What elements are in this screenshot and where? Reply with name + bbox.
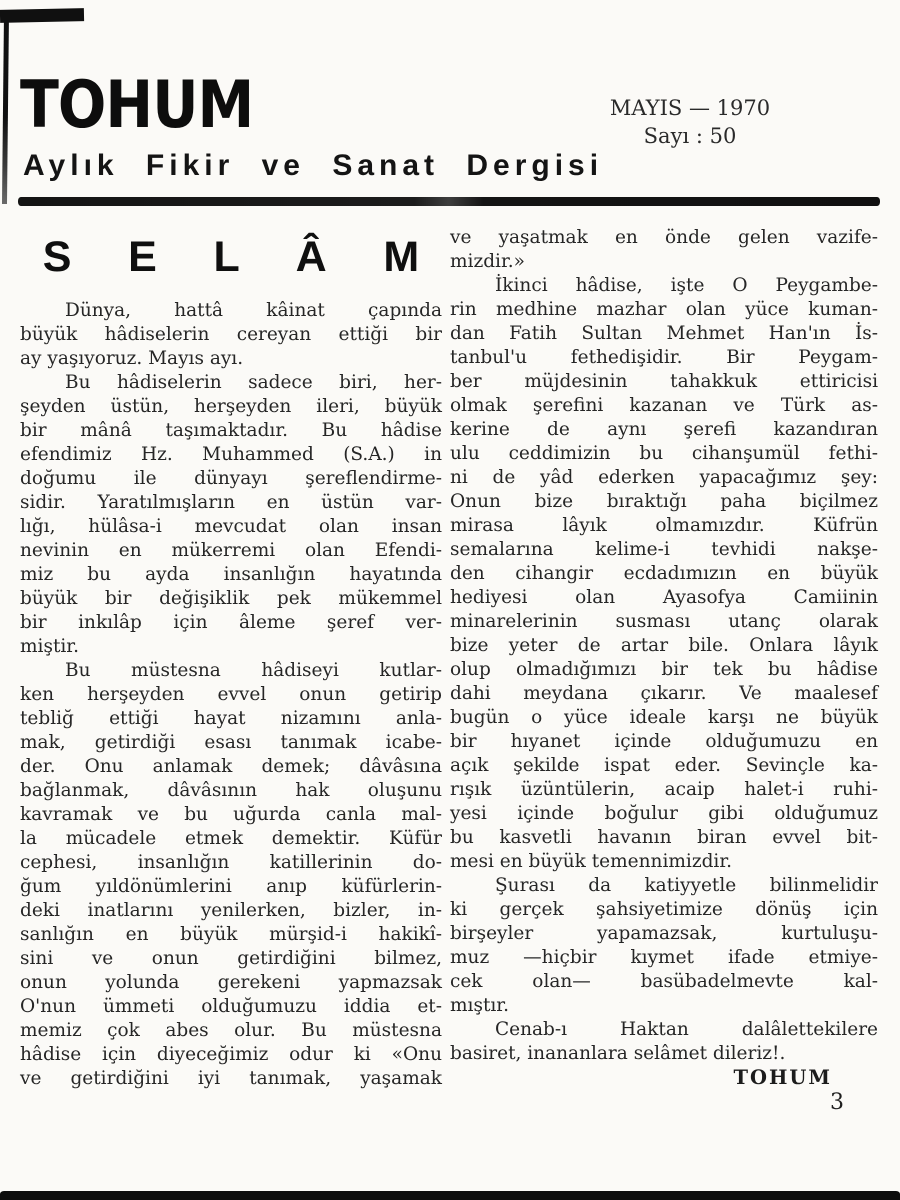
text-line: cek olan— basübadelmevte kal- bbox=[450, 971, 878, 992]
bottom-scan-bar bbox=[0, 1191, 900, 1200]
text-line: bir inkılâp için âleme şeref ver- bbox=[20, 612, 442, 633]
text-line: ğum yıldönümlerini anıp küfürlerin- bbox=[20, 876, 442, 897]
text-line: birşeyler yapamazsak, kurtuluşu- bbox=[450, 923, 878, 944]
right-column-text bbox=[450, 226, 878, 1066]
text-line: ni de yâd ederken yapacağımız şey: bbox=[450, 467, 878, 488]
issue-date: MAYIS — 1970 bbox=[609, 96, 771, 120]
text-line: Cenab-ı Haktan dalâlettekilere bbox=[495, 1019, 878, 1040]
text-line: rin medhine mazhar olan yüce kuman- bbox=[450, 299, 878, 320]
text-line: dahi meydana çıkarır. Ve maalesef bbox=[450, 683, 878, 704]
text-line: Bu hâdiselerin sadece biri, her- bbox=[65, 372, 442, 393]
text-line: mıştır. bbox=[450, 995, 509, 1016]
text-line: Dünya, hattâ kâinat çapında bbox=[65, 300, 442, 321]
text-line: İkinci hâdise, işte O Peygambe- bbox=[495, 275, 878, 296]
text-line: lığı, hülâsa-i mevcudat olan insan bbox=[20, 516, 442, 537]
article-signature: TOHUM bbox=[733, 1066, 832, 1089]
text-line: bize yeter de artar bile. Onlara lâyık bbox=[450, 635, 878, 656]
paragraph bbox=[20, 659, 442, 1091]
text-line: O'nun ümmeti olduğumuzu iddia et- bbox=[20, 996, 442, 1017]
text-line: hâdise için diyeceğimiz odur ki «Onu bbox=[20, 1044, 442, 1065]
text-line: ay yaşıyoruz. Mayıs ayı. bbox=[20, 348, 244, 369]
text-line: onun yolunda gerekeni yapmazsak bbox=[20, 972, 442, 993]
corner-mark-horizontal bbox=[0, 8, 84, 23]
text-line: olmak şerefini kazanan ve Türk as- bbox=[450, 395, 878, 416]
text-line: miz bu ayda insanlığın hayatında bbox=[20, 564, 442, 585]
right-column bbox=[450, 226, 878, 1090]
text-line: ber müjdesinin tahakkuk ettiricisi bbox=[450, 371, 878, 392]
text-line: ken herşeyden evvel onun getirip bbox=[20, 684, 442, 705]
text-line: büyük bir değişiklik pek mükemmel bbox=[20, 588, 442, 609]
text-line: bu kasvetli havanın biran evvel bit- bbox=[450, 827, 878, 848]
left-column-text bbox=[20, 299, 442, 1091]
text-line: mak, getirdiği esası tanımak icabe- bbox=[20, 732, 442, 753]
text-line: açık şekilde ispat eder. Sevinçle ka- bbox=[450, 755, 878, 776]
paragraph bbox=[450, 226, 878, 274]
text-line: der. Onu anlamak demek; dâvâsına bbox=[20, 756, 442, 777]
text-line: efendimiz Hz. Muhammed (S.A.) in bbox=[20, 444, 442, 465]
text-line: ki gerçek şahsiyetimize dönüş için bbox=[450, 899, 878, 920]
text-line: sanlığın en büyük mürşid-i hakikî- bbox=[20, 924, 442, 945]
issue-number: Sayı : 50 bbox=[643, 124, 737, 148]
text-line: şeyden üstün, herşeyden ileri, büyük bbox=[20, 396, 442, 417]
text-line: Şurası da katiyyetle bilinmelidir bbox=[495, 875, 878, 896]
text-line: dan Fatih Sultan Mehmet Han'ın İs- bbox=[450, 323, 878, 344]
text-line: büyük hâdiselerin cereyan ettiği bir bbox=[20, 324, 442, 345]
text-line: sidir. Yaratılmışların en üstün var- bbox=[20, 492, 442, 513]
text-line: sini ve onun getirdiğini bilmez, bbox=[20, 948, 442, 969]
magazine-logo: TOHUM bbox=[20, 67, 254, 144]
header-rule bbox=[18, 197, 880, 206]
text-line: ve getirdiğini iyi tanımak, yaşamak bbox=[20, 1068, 442, 1089]
text-line: minarelerinin susması utanç olarak bbox=[450, 611, 878, 632]
paragraph bbox=[20, 299, 442, 371]
text-line: basiret, inananlara selâmet dileriz!. bbox=[450, 1043, 786, 1064]
text-line: doğumu ile dünyayı şereflendirme- bbox=[20, 468, 442, 489]
text-line: kavramak ve bu uğurda canla mal- bbox=[20, 804, 442, 825]
text-line: olup olmadığımızı bir tek bu hâdise bbox=[450, 659, 878, 680]
text-line: nevinin en mükerremi olan Efendi- bbox=[20, 540, 442, 561]
text-line: rışık üzüntülerin, acaip halet-i ruhi- bbox=[450, 779, 878, 800]
text-line: mesi en büyük temennimizdir. bbox=[450, 851, 733, 872]
magazine-subtitle: Aylık Fikir ve Sanat Dergisi bbox=[23, 149, 604, 182]
text-line: Bu müstesna hâdiseyi kutlar- bbox=[65, 660, 442, 681]
text-line: bağlanmak, dâvâsının hak oluşunu bbox=[20, 780, 442, 801]
text-line: deki inatlarını yenilerken, bizler, in- bbox=[20, 900, 442, 921]
text-line: bir mânâ taşımaktadır. Bu hâdise bbox=[20, 420, 442, 441]
text-line: tebliğ ettiği hayat nizamını anla- bbox=[20, 708, 442, 729]
text-line: tanbul'u fethedişidir. Bir Peygam- bbox=[450, 347, 878, 368]
text-line: ve yaşatmak en önde gelen vazife- bbox=[450, 227, 878, 248]
text-line: ulu ceddimizin bu cihanşumül fethi- bbox=[450, 443, 878, 464]
text-line: semalarına kelime-i tevhidi nakşe- bbox=[450, 539, 878, 560]
text-line: cephesi, insanlığın katillerinin do- bbox=[20, 852, 442, 873]
text-line: yesi içinde boğulur gibi olduğumuz bbox=[450, 803, 878, 824]
left-column bbox=[20, 228, 442, 1091]
paragraph bbox=[450, 874, 878, 1018]
text-line: miştir. bbox=[20, 636, 79, 657]
text-line: Onun bize bıraktığı paha biçilmez bbox=[450, 491, 878, 512]
text-line: muz —hiçbir kıymet ifade etmiye- bbox=[450, 947, 878, 968]
text-line: bir hıyanet içinde olduğumuzu en bbox=[450, 731, 878, 752]
corner-mark-vertical bbox=[2, 12, 9, 204]
text-line: den cihangir ecdadımızın en büyük bbox=[450, 563, 878, 584]
paragraph bbox=[20, 371, 442, 659]
text-line: kerine de aynı şerefi kazandıran bbox=[450, 419, 878, 440]
text-line: memiz çok abes olur. Bu müstesna bbox=[20, 1020, 442, 1041]
text-line: mizdir.» bbox=[450, 251, 525, 272]
article-title: S E L Â M bbox=[42, 233, 442, 281]
page-number: 3 bbox=[830, 1090, 844, 1115]
paragraph bbox=[450, 274, 878, 874]
text-line: mirasa lâyık olmamızdır. Küfrün bbox=[450, 515, 878, 536]
issue-info bbox=[555, 94, 825, 150]
paragraph bbox=[450, 1018, 878, 1066]
text-line: bugün o yüce ideale karşı ne büyük bbox=[450, 707, 878, 728]
text-line: hediyesi olan Ayasofya Camiinin bbox=[450, 587, 878, 608]
text-line: la mücadele etmek demektir. Küfür bbox=[20, 828, 442, 849]
